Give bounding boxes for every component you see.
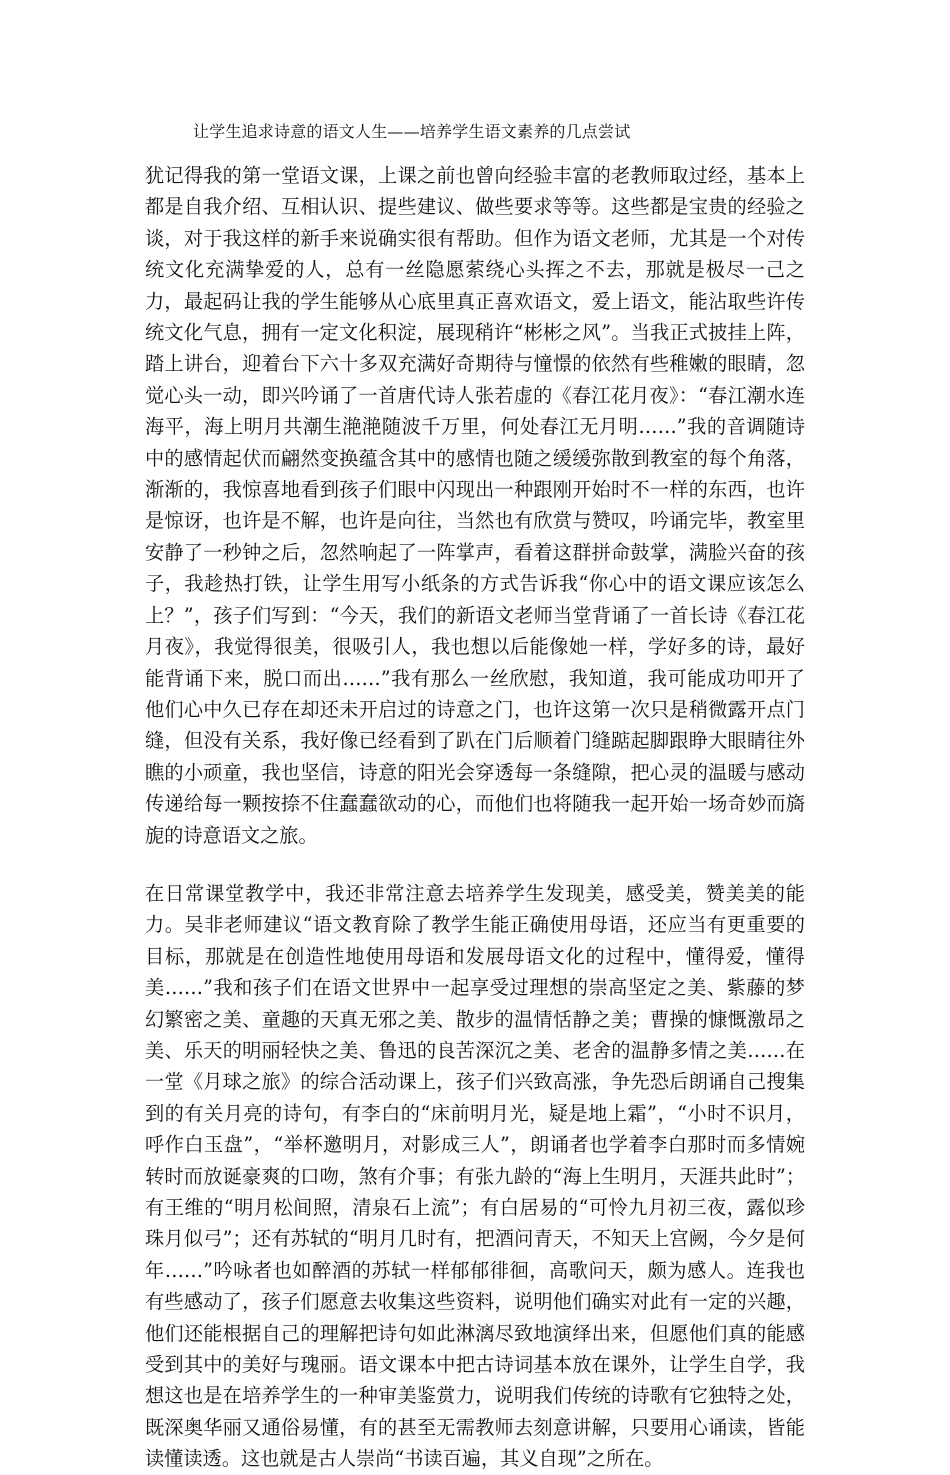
document-body [145, 160, 805, 1475]
paragraph-first-lesson: 犹记得我的第一堂语文课，上课之前也曾向经验丰富的老教师取过经，基本上都是自我介绍、互相认识、提些建议、做些要求等等。这些都是宝贵的经验之谈，对于我这样的新手来说确实很有帮助。但作为语文老师，尤其是一个对传统文化充满挚爱的人，总有一丝隐愿萦绕心头挥之不去，那就是极尽一己之力，最起码让我的学生能够从心底里真正喜欢语文，爱上语文，能沾取些许传统文化气息，拥有一定文化积淀，展现稍许“彬彬之风”。当我正式披挂上阵，踏上讲台，迎着台下六十多双充满好奇期待与憧憬的依然有些稚嫩的眼睛，忽觉心头一动，即兴吟诵了一首唐代诗人张若虚的《春江花月夜》：“春江潮水连海平，海上明月共潮生滟滟随波千万里，何处春江无月明……”我的音调随诗中的感情起伏而翩然变换蕴含其中的感情也随之缓缓弥散到教室的每个角落，渐渐的，我惊喜地看到孩子们眼中闪现出一种跟刚开始时不一样的东西，也许是惊讶，也许是不解，也许是向往，当然也有欣赏与赞叹，吟诵完毕，教室里安静了一秒钟之后，忽然响起了一阵掌声，看着这群拼命鼓掌，满脸兴奋的孩子，我趁热打铁，让学生用写小纸条的方式告诉我“你心中的语文课应该怎么上？”，孩子们写到：“今天，我们的新语文老师当堂背诵了一首长诗《春江花月夜》，我觉得很美，很吸引人，我也想以后能像她一样，学好多的诗，最好能背诵下来，脱口而出……”我有那么一丝欣慰，我知道，我可能成功叩开了他们心中久已存在却还未开启过的诗意之门，也许这第一次只是稍微露开点门缝，但没有关系，我好像已经看到了趴在门后顺着门缝踮起脚跟睁大眼睛往外瞧的小顽童，我也坚信，诗意的阳光会穿透每一条缝隙，把心灵的温暖与感动传递给每一颗按捺不住蠢蠢欲动的心，而他们也将随我一起开始一场奇妙而旖旎的诗意语文之旅。 [145, 164, 805, 847]
paragraph-appreciating-beauty: 在日常课堂教学中，我还非常注意去培养学生发现美，感受美，赞美美的能力。吴非老师建议“语文教育除了教学生能正确使用母语，还应当有更重要的目标，那就是在创造性地使用母语和发展母语文化的过程中，懂得爱，懂得美……”我和孩子们在语文世界中一起享受过理想的崇高坚定之美、紫藤的梦幻繁密之美、童趣的天真无邪之美、散步的温情恬静之美；曹操的慷慨激昂之美、乐天的明丽轻快之美、鲁迅的良苦深沉之美、老舍的温静多情之美……在一堂《月球之旅》的综合活动课上，孩子们兴致高涨，争先恐后朗诵自己搜集到的有关月亮的诗句，有李白的“床前明月光，疑是地上霜”，“小时不识月，呼作白玉盘”，“举杯邀明月，对影成三人”，朗诵者也学着李白那时而多情婉转时而放诞豪爽的口吻，煞有介事；有张九龄的“海上生明月，天涯共此时”；有王维的“明月松间照，清泉石上流”；有白居易的“可怜九月初三夜，露似珍珠月似弓”；还有苏轼的“明月几时有，把酒问青天，不知天上宫阙，今夕是何年……”吟咏者也如醉酒的苏轼一样郁郁徘徊，高歌问天，颇为感人。连我也有些感动了，孩子们愿意去收集这些资料，说明他们确实对此有一定的兴趣，他们还能根据自己的理解把诗句如此淋漓尽致地演绎出来，但愿他们真的能感受到其中的美好与瑰丽。语文课本中把古诗词基本放在课外，让学生自学，我想这也是在培养学生的一种审美鉴赏力，说明我们传统的诗歌有它独特之处，既深奥华丽又通俗易懂，有的甚至无需教师去刻意讲解，只要用心诵读，皆能读懂读透。这也就是古人崇尚“书读百遍，其义自现”之所在。 [145, 881, 805, 1471]
document-title: 让学生追求诗意的语文人生——培养学生语文素养的几点尝试 [193, 122, 631, 141]
